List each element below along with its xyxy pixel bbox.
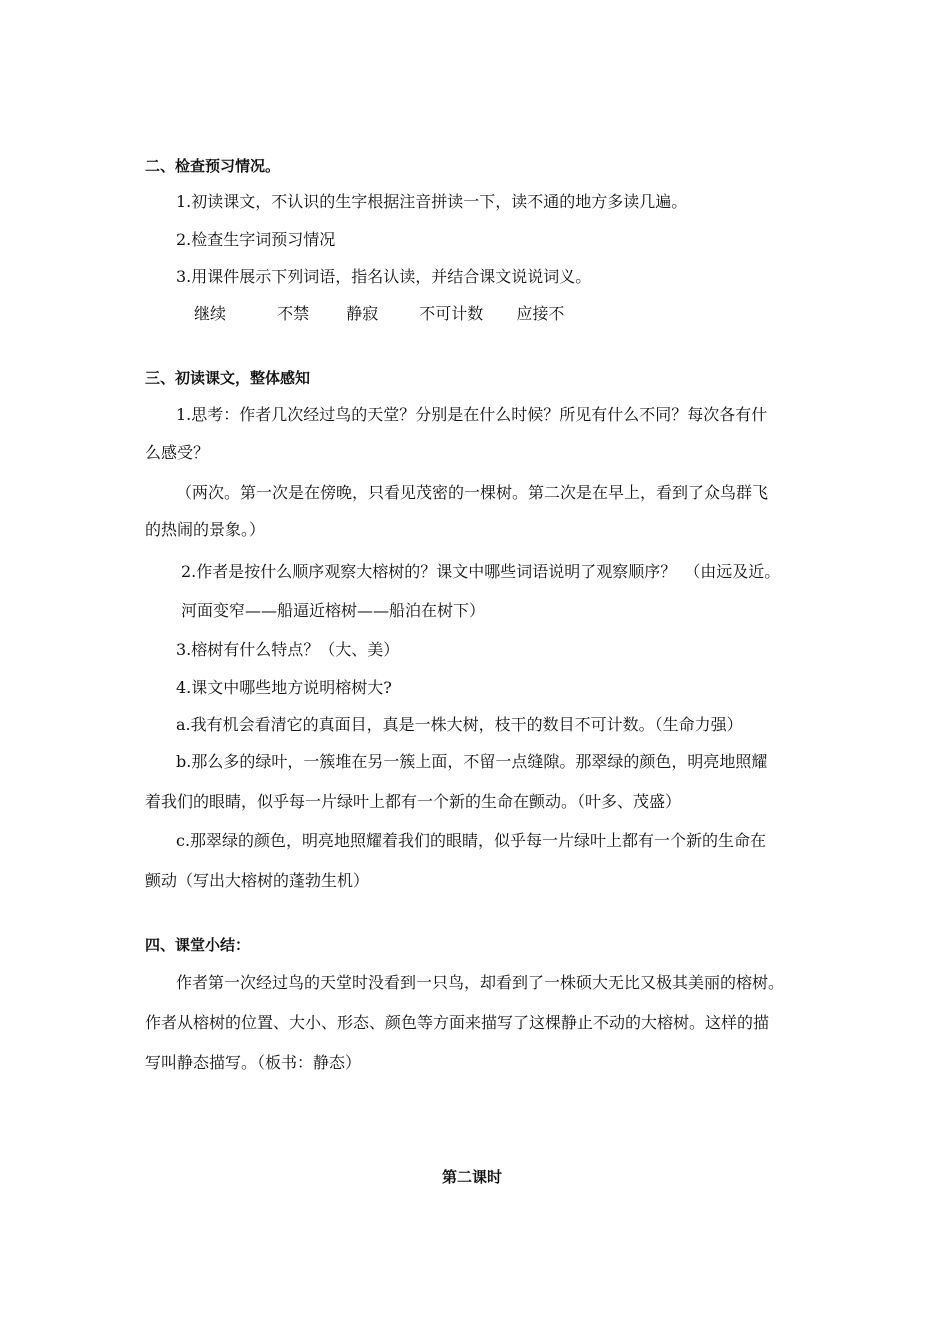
vocab-word: 静寂 <box>346 304 379 323</box>
paragraph: 2.检查生字词预习情况 <box>176 230 336 249</box>
paragraph: 河面变窄——船逼近榕树——船泊在树下） <box>181 601 486 620</box>
paragraph: 颤动（写出大榕树的蓬勃生机） <box>145 871 370 890</box>
vocab-word: 不可计数 <box>419 304 484 323</box>
section-3-heading: 三、初读课文，整体感知 <box>145 369 311 387</box>
vocab-word: 应接不 <box>516 304 565 323</box>
paragraph: 的热闹的景象。） <box>145 520 266 539</box>
paragraph: 2.作者是按什么顺序观察大榕树的？课文中哪些词语说明了观察顺序？ （由远及近。 <box>181 562 781 581</box>
paragraph: 1.思考：作者几次经过鸟的天堂？分别是在什么时候？所见有什么不同？每次各有什 <box>176 405 768 424</box>
paragraph: 3.榕树有什么特点？（大、美） <box>176 640 400 659</box>
section-4-heading: 四、课堂小结： <box>145 936 251 954</box>
paragraph: 么感受？ <box>145 443 210 462</box>
paragraph: 1.初读课文，不认识的生字根据注音拼读一下，读不通的地方多读几遍。 <box>176 192 688 211</box>
paragraph: 作者第一次经过鸟的天堂时没看到一只鸟，却看到了一株硕大无比又极其美丽的榕树。 <box>176 973 785 992</box>
lesson-title: 第二课时 <box>442 1168 503 1186</box>
paragraph: 3.用课件展示下列词语，指名认读，并结合课文说说词义。 <box>176 267 592 286</box>
paragraph: 着我们的眼睛，似乎每一片绿叶上都有一个新的生命在颤动。（叶多、茂盛） <box>145 792 682 811</box>
paragraph: b.那么多的绿叶，一簇堆在另一簇上面，不留一点缝隙。那翠绿的颜色，明亮地照耀 <box>176 752 768 771</box>
paragraph: 写叫静态描写。（板书：静态） <box>145 1053 362 1072</box>
section-2-heading: 二、检查预习情况。 <box>145 157 281 175</box>
vocab-word: 继续 <box>194 304 227 323</box>
paragraph: 4.课文中哪些地方说明榕树大? <box>176 678 392 697</box>
paragraph: a.我有机会看清它的真面目，真是一株大树，枝干的数目不可计数。（生命力强） <box>176 715 743 734</box>
vocab-word: 不禁 <box>277 304 310 323</box>
vocabulary-list <box>194 304 564 324</box>
paragraph: c.那翠绿的颜色，明亮地照耀着我们的眼睛，似乎每一片绿叶上都有一个新的生命在 <box>176 831 767 850</box>
paragraph: （两次。第一次是在傍晚，只看见茂密的一棵树。第二次是在早上，看到了众鸟群飞 <box>176 483 769 502</box>
paragraph: 作者从榕树的位置、大小、形态、颜色等方面来描写了这棵静止不动的大榕树。这样的描 <box>145 1013 770 1032</box>
